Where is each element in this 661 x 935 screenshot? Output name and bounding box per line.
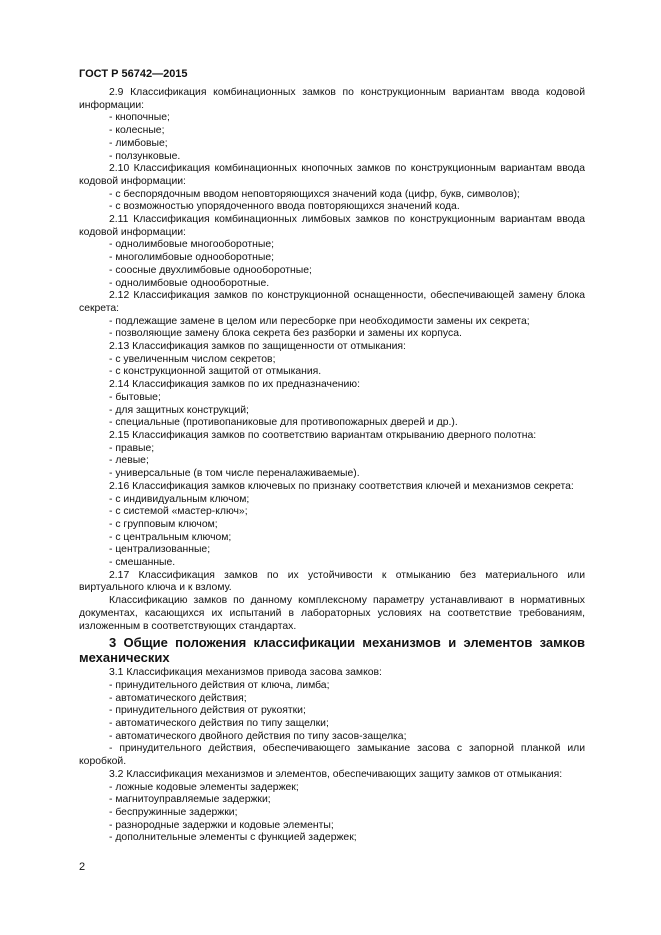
list-item: - автоматического двойного действия по типу засов-защелка; <box>109 730 407 742</box>
list-item: - автоматического действия; <box>109 692 247 704</box>
list-item: - кнопочные; <box>109 112 170 124</box>
paragraph: 2.17 Классификация замков по их устойчивости к отмыканию без материального или виртуального ключа и к взлому. <box>79 569 585 594</box>
paragraph: 2.10 Классификация комбинационных кнопочных замков по конструкционным вариантам ввода кодовой информации: <box>79 163 585 187</box>
list-item: - лимбовые; <box>109 137 168 149</box>
list-item: - с групповым ключом; <box>109 518 218 530</box>
paragraph: - принудительного действия, обеспечивающего замыкание засова с запорной планкой или коробкой. <box>79 743 585 768</box>
document-body <box>79 87 585 845</box>
paragraph: 2.13 Классификация замков по защищенности от отмыкания: <box>109 341 406 353</box>
paragraph: 2.15 Классификация замков по соответствию вариантам открыванию дверного полотна: <box>109 429 537 441</box>
list-item: - с увеличенным числом секретов; <box>109 353 276 365</box>
paragraph: Классификацию замков по данному комплексному параметру устанавливают в нормативных документах, касающихся их испытаний в лабораторных условиях на соответствие требованиям, изложенным в соответствующих стандартах. <box>79 595 585 632</box>
list-item: - с системой «мастер-ключ»; <box>109 506 248 518</box>
list-item: - ползунковые. <box>109 150 181 162</box>
paragraph: 2.12 Классификация замков по конструкционной оснащенности, обеспечивающей замену блока секрета: <box>79 290 585 314</box>
section-heading: 3 Общие положения классификации механизмов и элементов замков механических <box>79 635 585 666</box>
list-item: - соосные двухлимбовые однооборотные; <box>109 264 312 276</box>
list-item: - бытовые; <box>109 391 161 403</box>
list-item: - смешанные. <box>109 557 176 569</box>
paragraph: 3.1 Классификация механизмов привода засова замков: <box>109 667 382 679</box>
list-item: - принудительного действия от рукоятки; <box>109 705 306 717</box>
list-item: - подлежащие замене в целом или пересборке при необходимости замены их секрета; <box>109 315 530 327</box>
list-item: - разнородные задержки и кодовые элементы; <box>109 819 334 831</box>
list-item: - с центральным ключом; <box>109 531 232 543</box>
list-item: - с возможностью упорядоченного ввода повторяющихся значений кода. <box>109 201 460 213</box>
list-item: - колесные; <box>109 125 165 137</box>
list-item: - правые; <box>109 442 155 454</box>
list-item: - ложные кодовые элементы задержек; <box>109 781 299 793</box>
list-item: - с беспорядочным вводом неповторяющихся значений кода (цифр, букв, символов); <box>109 188 520 200</box>
list-item: - принудительного действия от ключа, лимба; <box>109 679 330 691</box>
list-item: - беспружинные задержки; <box>109 806 238 818</box>
list-item: - дополнительные элементы с функцией задержек; <box>109 832 357 844</box>
document-header: ГОСТ Р 56742—2015 <box>79 68 188 80</box>
list-item: - левые; <box>109 455 149 467</box>
paragraph: 2.9 Классификация комбинационных замков по конструкционным вариантам ввода кодовой информации: <box>79 87 585 111</box>
list-item: - однолимбовые многооборотные; <box>109 239 274 251</box>
list-item: - магнитоуправляемые задержки; <box>109 794 271 806</box>
list-item: - специальные (противопаниковые для противопожарных дверей и др.). <box>109 417 458 429</box>
list-item: - с конструкционной защитой от отмыкания. <box>109 366 322 378</box>
list-item: - для защитных конструкций; <box>109 404 249 416</box>
list-item: - универсальные (в том числе переналаживаемые). <box>109 468 360 480</box>
list-item: - позволяющие замену блока секрета без разборки и замены их корпуса. <box>109 328 462 340</box>
page-number: 2 <box>79 861 86 873</box>
list-item: - многолимбовые однооборотные; <box>109 252 274 264</box>
list-item: - с индивидуальным ключом; <box>109 493 250 505</box>
paragraph: 2.16 Классификация замков ключевых по признаку соответствия ключей и механизмов секрета: <box>109 480 574 492</box>
list-item: - автоматического действия по типу защелки; <box>109 718 329 730</box>
paragraph: 2.14 Классификация замков по их предназначению: <box>109 379 360 391</box>
paragraph: 2.11 Классификация комбинационных лимбовых замков по конструкционным вариантам ввода кодовой информации: <box>79 214 585 238</box>
list-item: - однолимбовые однооборотные. <box>109 277 270 289</box>
list-item: - централизованные; <box>109 544 211 556</box>
paragraph: 3.2 Классификация механизмов и элементов, обеспечивающих защиту замков от отмыкания: <box>109 768 563 780</box>
